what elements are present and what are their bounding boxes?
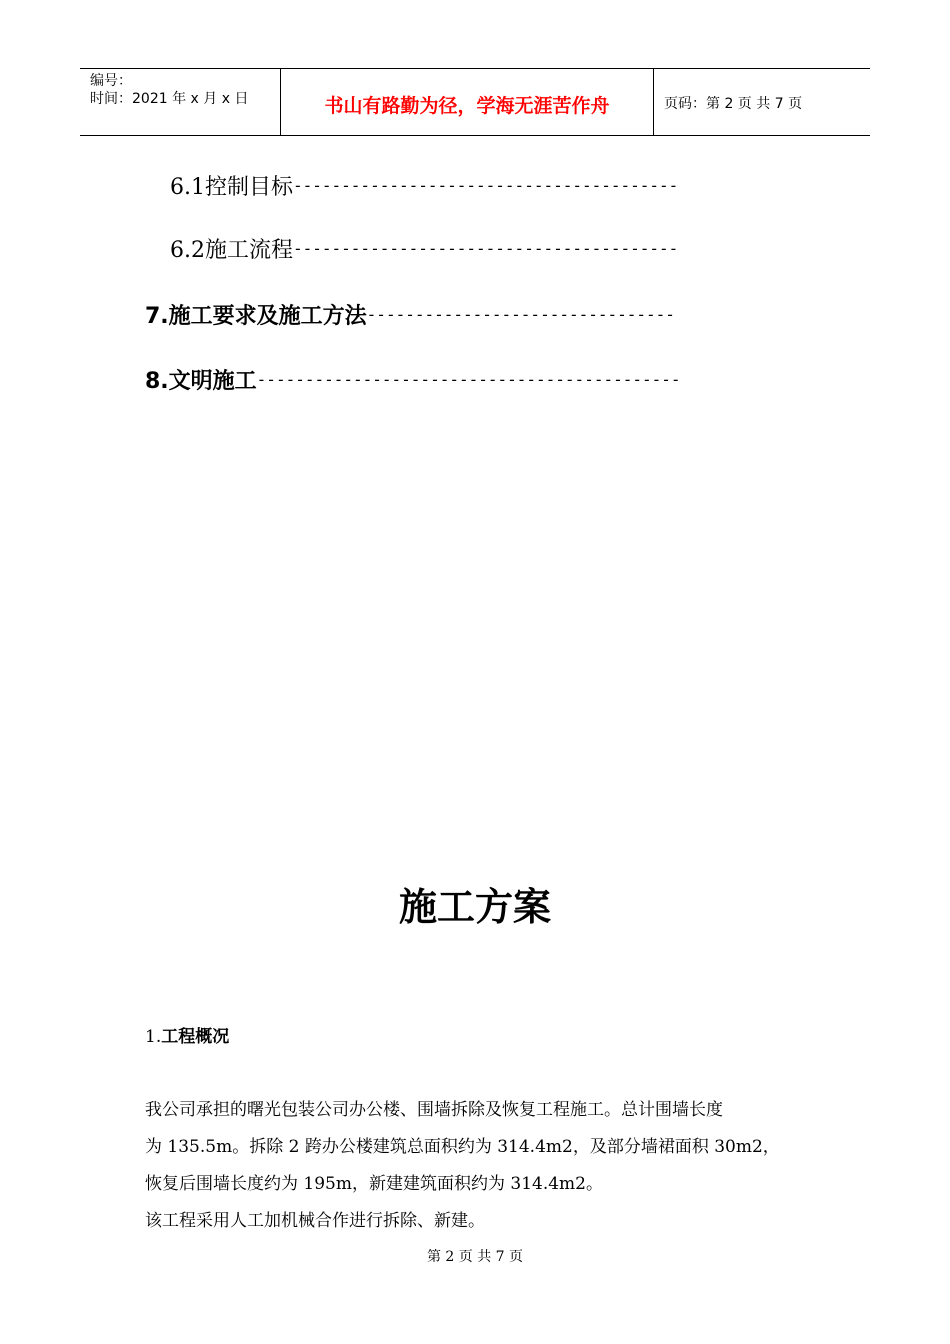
section-number: 1. [145,1027,162,1047]
toc-leader: -------------------------------------------- [256,369,681,389]
document-title: 施工方案 [398,885,551,929]
document-date-label: 时间：2021 年 x 月 x 日 [90,91,249,107]
section-title: 工程概况 [161,1027,230,1047]
toc-entry-title: 7.施工要求及施工方法 [145,304,367,329]
header-motto: 书山有路勤为径，学海无涯苦作舟 [281,69,654,135]
paragraph-line: 该工程采用人工加机械合作进行拆除、新建。 [145,1211,485,1231]
paragraph-line: 恢复后围墙长度约为 195m，新建建筑面积约为 314.4m2。 [145,1174,603,1194]
toc-leader: ---------------------------------------- [293,238,679,258]
toc-entry-title: 6.2施工流程 [170,238,293,263]
toc-leader: ---------------------------------------- [293,175,679,195]
section-heading [145,1022,229,1047]
toc-entry-title: 6.1控制目标 [170,175,293,200]
page-footer: 第 2 页 共 7 页 [426,1249,524,1265]
toc-entry-8 [145,364,800,395]
paragraph-line: 我公司承担的曙光包装公司办公楼、围墙拆除及恢复工程施工。总计围墙长度 [145,1100,723,1120]
toc-entry-6-1 [170,170,800,201]
toc-entry-title: 8.文明施工 [145,369,257,394]
toc-entry-6-2 [170,233,800,264]
toc-entry-7 [145,299,800,330]
paragraph-line: 为 135.5m。拆除 2 跨办公楼建筑总面积约为 314.4m2，及部分墙裙面积 30m2， [145,1137,780,1157]
document-number-label: 编号： [90,73,132,89]
header-meta [80,69,281,135]
toc-leader: -------------------------------- [366,304,675,324]
header-page-label: 页码：第 2 页 共 7 页 [664,96,803,112]
page-header [80,68,870,136]
